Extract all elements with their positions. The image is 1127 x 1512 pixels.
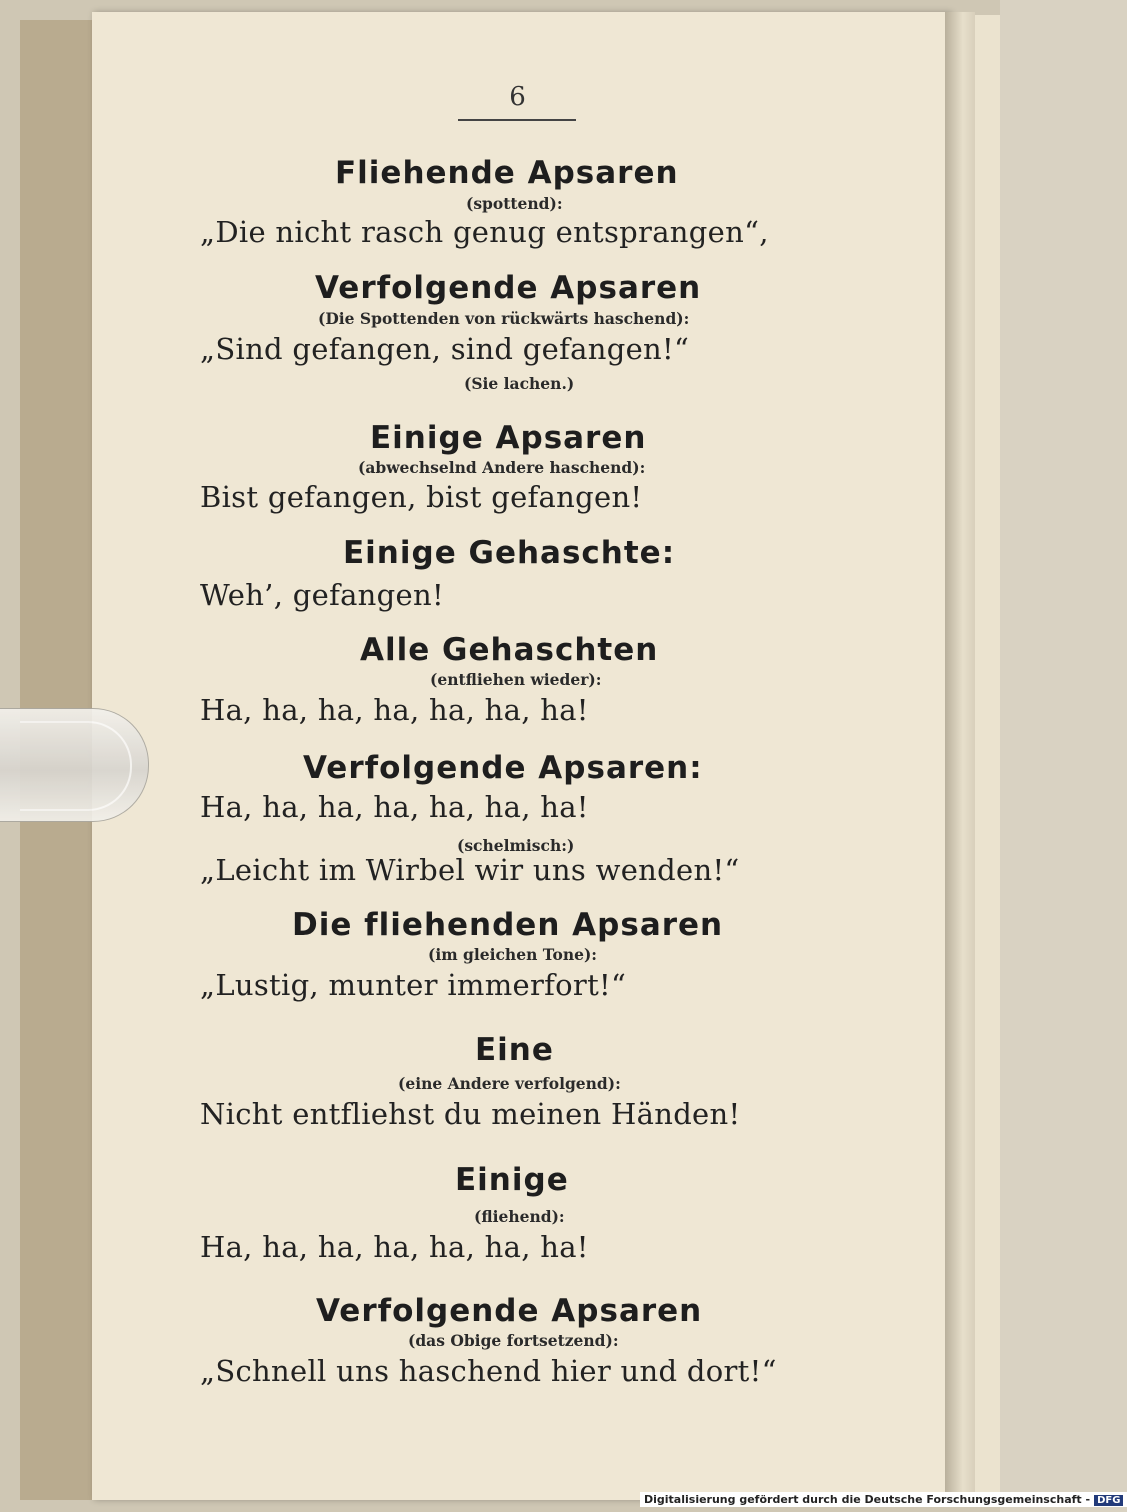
verse-line: „Schnell uns haschend hier und dort!“ — [200, 1354, 777, 1388]
dfg-logo: DFG — [1094, 1495, 1123, 1506]
speaker-heading: Die fliehenden Apsaren — [292, 907, 724, 943]
verse-line: „Leicht im Wirbel wir uns wenden!“ — [200, 853, 740, 887]
stage-direction: (abwechselnd Andere haschend): — [358, 458, 646, 477]
speaker-heading: Verfolgende Apsaren — [316, 1293, 703, 1329]
stage-direction: (fliehend): — [474, 1207, 565, 1226]
page-clip — [0, 708, 149, 822]
stage-direction: (spottend): — [466, 194, 563, 213]
speaker-heading: Einige — [455, 1162, 569, 1198]
speaker-heading: Verfolgende Apsaren — [315, 270, 702, 306]
speaker-heading: Alle Gehaschten — [360, 632, 659, 668]
stage-direction: (Sie lachen.) — [464, 374, 575, 393]
speaker-heading: Fliehende Apsaren — [335, 155, 679, 191]
speaker-heading: Einige Gehaschte: — [343, 535, 676, 571]
speaker-heading: Eine — [475, 1032, 554, 1068]
page-clip-highlight — [20, 721, 132, 811]
stage-direction: (entfliehen wieder): — [430, 670, 602, 689]
stage-direction: (eine Andere verfolgend): — [398, 1074, 621, 1093]
speaker-heading: Verfolgende Apsaren: — [303, 750, 703, 786]
verse-line: Bist gefangen, bist gefangen! — [200, 480, 643, 514]
verse-line: Ha, ha, ha, ha, ha, ha, ha! — [200, 1230, 589, 1264]
speaker-heading: Einige Apsaren — [370, 420, 647, 456]
page-number: 6 — [509, 82, 526, 112]
digitization-credit — [640, 1492, 1127, 1507]
verse-line: „Lustig, munter immerfort!“ — [200, 968, 627, 1002]
verse-line: Ha, ha, ha, ha, ha, ha, ha! — [200, 790, 589, 824]
stage-direction: (Die Spottenden von rückwärts haschend): — [318, 309, 690, 328]
stage-direction: (schelmisch:) — [457, 836, 575, 855]
verse-line: „Sind gefangen, sind gefangen!“ — [200, 332, 690, 366]
verse-line: „Die nicht rasch genug entsprangen“, — [200, 215, 769, 249]
verse-line: Ha, ha, ha, ha, ha, ha, ha! — [200, 693, 589, 727]
stage-direction: (im gleichen Tone): — [428, 945, 598, 964]
header-rule — [458, 119, 576, 121]
stage-direction: (das Obige fortsetzend): — [408, 1331, 619, 1350]
verse-line: Nicht entfliehst du meinen Händen! — [200, 1097, 741, 1131]
verse-line: Weh’, gefangen! — [200, 578, 444, 612]
book-gutter — [945, 12, 975, 1500]
credit-text: Digitalisierung gefördert durch die Deutsche Forschungsgemeinschaft - — [644, 1493, 1091, 1506]
